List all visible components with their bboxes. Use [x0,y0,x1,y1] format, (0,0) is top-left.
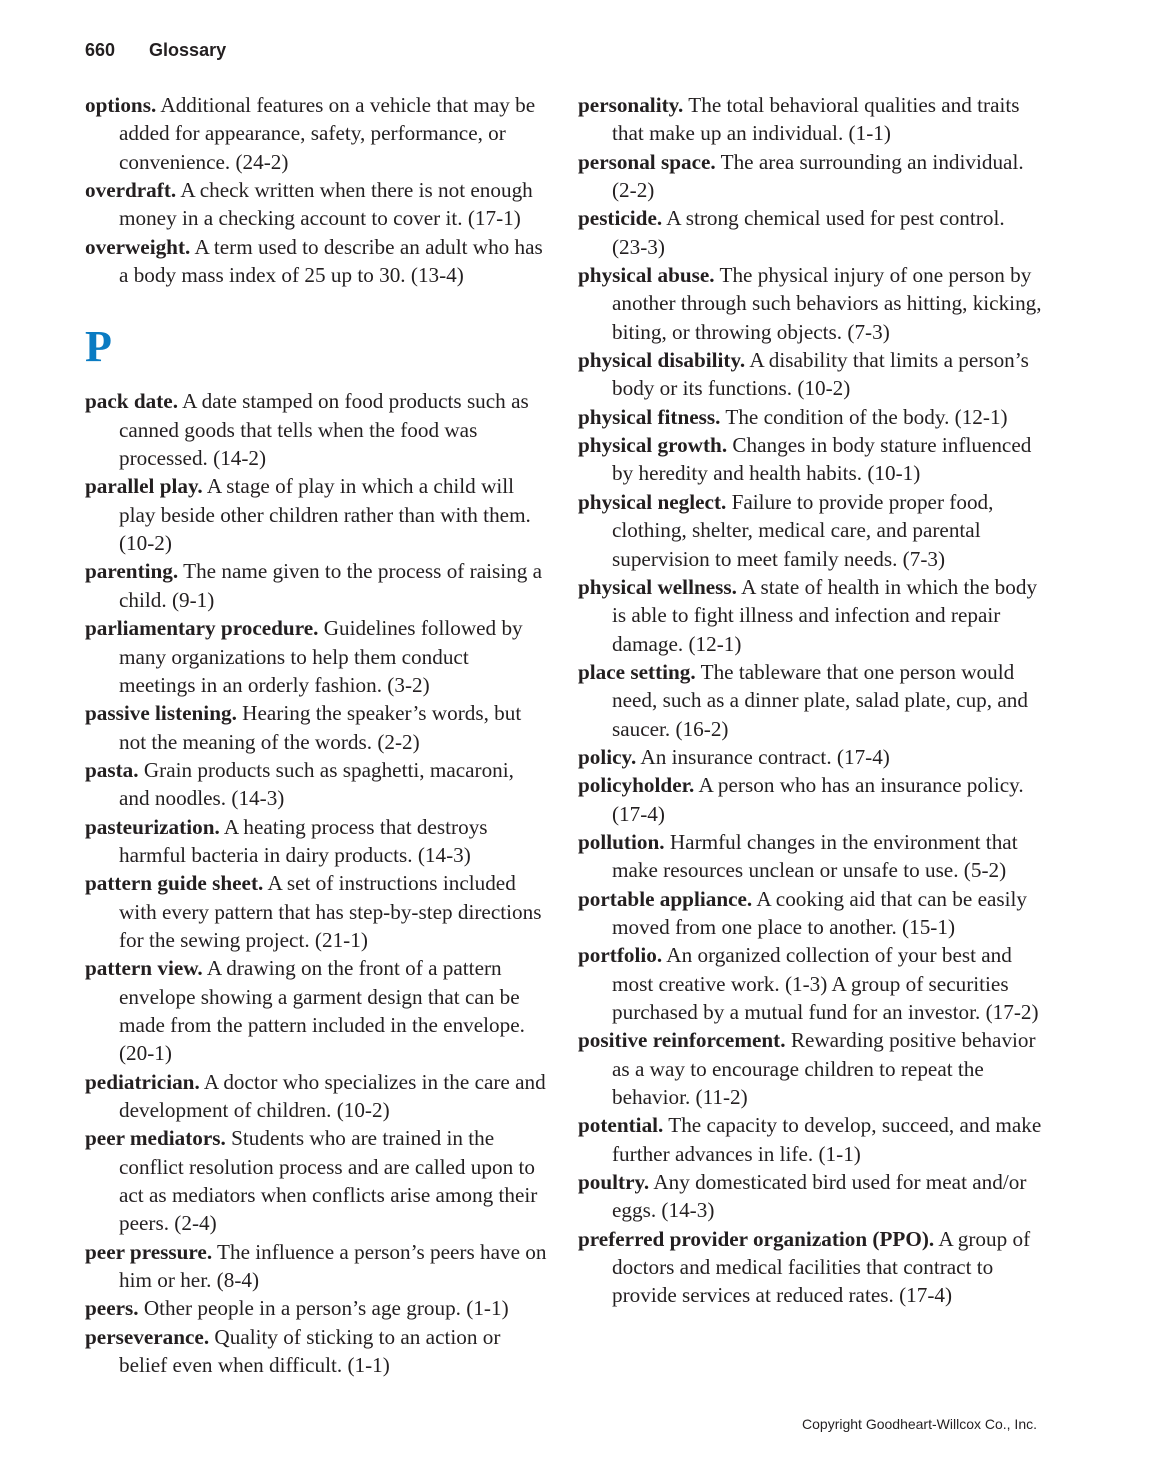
glossary-definition: A drawing on the front of a pattern envelope showing a garment design that can be made from the pattern included in the envelope. (20-1) [119,956,525,1066]
glossary-entry [578,148,1042,205]
glossary-entry [578,743,1042,771]
glossary-term: physical growth. [578,433,728,458]
glossary-definition: A set of instructions included with every pattern that has step-by-step directions for the sewing project. (21-1) [119,871,542,952]
glossary-entry [578,658,1042,743]
glossary-term: poultry. [578,1170,650,1195]
glossary-definition: A heating process that destroys harmful bacteria in dairy products. (14-3) [119,814,488,867]
glossary-entry [85,1294,549,1322]
glossary-definition: An insurance contract. (17-4) [640,744,890,769]
glossary-definition: A cooking aid that can be easily moved from one place to another. (15-1) [612,886,1028,939]
glossary-entry [578,573,1042,658]
glossary-definition: A disability that limits a person’s body or its functions. (10-2) [612,348,1029,401]
glossary-term: pattern guide sheet. [85,871,264,896]
right-column [578,91,1042,1310]
glossary-entry [85,387,549,472]
glossary-entry [85,91,549,176]
glossary-term: options. [85,93,157,117]
entries-p-right [578,91,1042,1310]
glossary-entry [85,233,549,290]
glossary-term: pesticide. [578,206,663,231]
glossary-term: portfolio. [578,943,663,968]
glossary-entry [85,557,549,614]
glossary-entry [578,403,1042,431]
glossary-term: pack date. [85,389,178,414]
glossary-definition: Quality of sticking to an action or belief even when difficult. (1-1) [119,1324,501,1378]
glossary-entry [578,941,1042,1026]
glossary-entry [578,346,1042,403]
glossary-term: peers. [85,1296,139,1321]
glossary-entry [85,869,549,954]
entries-p-left [85,387,549,1379]
page-number: 660 [85,40,116,60]
glossary-term: parenting. [85,559,179,584]
glossary-definition: A stage of play in which a child will play beside other children rather than with them. (10-2) [119,474,531,556]
glossary-definition: Changes in body stature influenced by heredity and health habits. (10-1) [612,433,1032,486]
glossary-term: physical wellness. [578,574,737,599]
glossary-term: preferred provider organization (PPO). [578,1226,935,1251]
glossary-term: potential. [578,1113,664,1138]
glossary-definition: A term used to describe an adult who has a body mass index of 25 up to 30. (13-4) [119,234,543,288]
glossary-term: parallel play. [85,474,203,499]
glossary-entry [85,614,549,699]
glossary-entry [85,954,549,1067]
glossary-term: personal space. [578,149,716,174]
glossary-definition: Other people in a person’s age group. (1-1) [143,1296,509,1321]
glossary-term: place setting. [578,659,696,684]
glossary-entry [578,1225,1042,1310]
glossary-term: overdraft. [85,178,177,203]
glossary-entry [578,488,1042,573]
glossary-entry [85,813,549,870]
glossary-definition: A person who has an insurance policy. (17-4) [612,773,1024,826]
glossary-definition: Guidelines followed by many organizations to help them conduct meetings in an orderly fashion. (3-2) [119,616,523,697]
glossary-entry [85,1068,549,1125]
running-header [85,40,226,61]
glossary-entry [85,1238,549,1295]
glossary-term: positive reinforcement. [578,1028,786,1053]
glossary-definition: Students who are trained in the conflict resolution process and are called upon to act as mediators when conflicts arise among their peers. (2-4) [119,1126,538,1236]
glossary-entry [85,1323,549,1380]
glossary-entry [578,885,1042,942]
glossary-definition: A group of doctors and medical facilities that contract to provide services at reduced rates. (17-4) [612,1226,1031,1308]
glossary-definition: The name given to the process of raising a child. (9-1) [119,559,543,612]
glossary-term: overweight. [85,234,191,259]
glossary-term: pattern view. [85,956,203,981]
glossary-term: pollution. [578,829,665,854]
glossary-definition: The capacity to develop, succeed, and make further advances in life. (1-1) [612,1113,1042,1166]
left-column [85,91,549,1379]
glossary-definition: The influence a person’s peers have on him or her. (8-4) [119,1239,547,1293]
glossary-entry [85,756,549,813]
glossary-entry [578,204,1042,261]
glossary-definition: Grain products such as spaghetti, macaroni, and noodles. (14-3) [119,757,514,811]
glossary-entry [578,261,1042,346]
glossary-definition: Hearing the speaker’s words, but not the meaning of the words. (2-2) [119,701,522,754]
glossary-entry [578,828,1042,885]
glossary-term: policyholder. [578,773,695,798]
glossary-term: physical abuse. [578,263,715,288]
glossary-definition: The area surrounding an individual. (2-2) [612,149,1024,203]
glossary-term: peer pressure. [85,1239,213,1264]
glossary-definition: Rewarding positive behavior as a way to encourage children to repeat the behavior. (11-2) [612,1028,1036,1110]
glossary-term: policy. [578,744,637,769]
glossary-term: personality. [578,93,684,117]
header-title: Glossary [149,40,227,60]
glossary-definition: A date stamped on food products such as canned goods that tells when the food was processed. (14-2) [119,389,529,471]
glossary-entry [578,1111,1042,1168]
glossary-definition: The total behavioral qualities and traits that make up an individual. (1-1) [612,93,1020,146]
glossary-definition: A strong chemical used for pest control. (23-3) [612,206,1005,259]
glossary-definition: A check written when there is not enough money in a checking account to cover it. (17-1) [119,178,533,231]
glossary-term: physical neglect. [578,489,727,514]
glossary-term: physical fitness. [578,404,721,429]
glossary-term: pasta. [85,757,139,782]
glossary-term: peer mediators. [85,1126,226,1151]
glossary-entry [578,1168,1042,1225]
entries-o [85,91,549,289]
glossary-entry [85,1124,549,1237]
glossary-entry [578,431,1042,488]
glossary-definition: Failure to provide proper food, clothing, shelter, medical care, and parental supervision to meet family needs. (7-3) [612,489,994,571]
glossary-entry [578,1026,1042,1111]
glossary-term: passive listening. [85,701,237,726]
glossary-term: portable appliance. [578,886,753,911]
glossary-term: parliamentary procedure. [85,616,319,641]
glossary-definition: A state of health in which the body is able to fight illness and infection and repair damage. (12-1) [612,574,1038,656]
glossary-entry [578,91,1042,148]
glossary-definition: Any domesticated bird used for meat and/or eggs. (14-3) [612,1170,1027,1223]
glossary-term: physical disability. [578,348,746,373]
glossary-definition: Additional features on a vehicle that may be added for appearance, safety, performance, or convenience. (24-2) [119,93,536,174]
glossary-entry [85,472,549,557]
section-letter: P [85,322,112,372]
glossary-entry [578,771,1042,828]
glossary-term: pasteurization. [85,814,220,839]
glossary-definition: The condition of the body. (12-1) [725,404,1008,429]
glossary-definition: A doctor who specializes in the care and development of children. (10-2) [119,1069,546,1122]
glossary-term: perseverance. [85,1324,210,1349]
glossary-definition: The tableware that one person would need, such as a dinner plate, salad plate, cup, and saucer. (16-2) [612,659,1028,741]
glossary-definition: An organized collection of your best and most creative work. (1-3) A group of securities purchased by a mutual fund for an investor. (17-2) [612,943,1039,1024]
glossary-definition: Harmful changes in the environment that make resources unclean or unsafe to use. (5-2) [612,829,1018,883]
copyright-footer: Copyright Goodheart-Willcox Co., Inc. [802,1416,1037,1432]
glossary-entry [85,176,549,233]
glossary-definition: The physical injury of one person by another through such behaviors as hitting, kicking, biting, or throwing objects. (7-3) [612,263,1042,344]
glossary-term: pediatrician. [85,1069,200,1094]
glossary-entry [85,699,549,756]
